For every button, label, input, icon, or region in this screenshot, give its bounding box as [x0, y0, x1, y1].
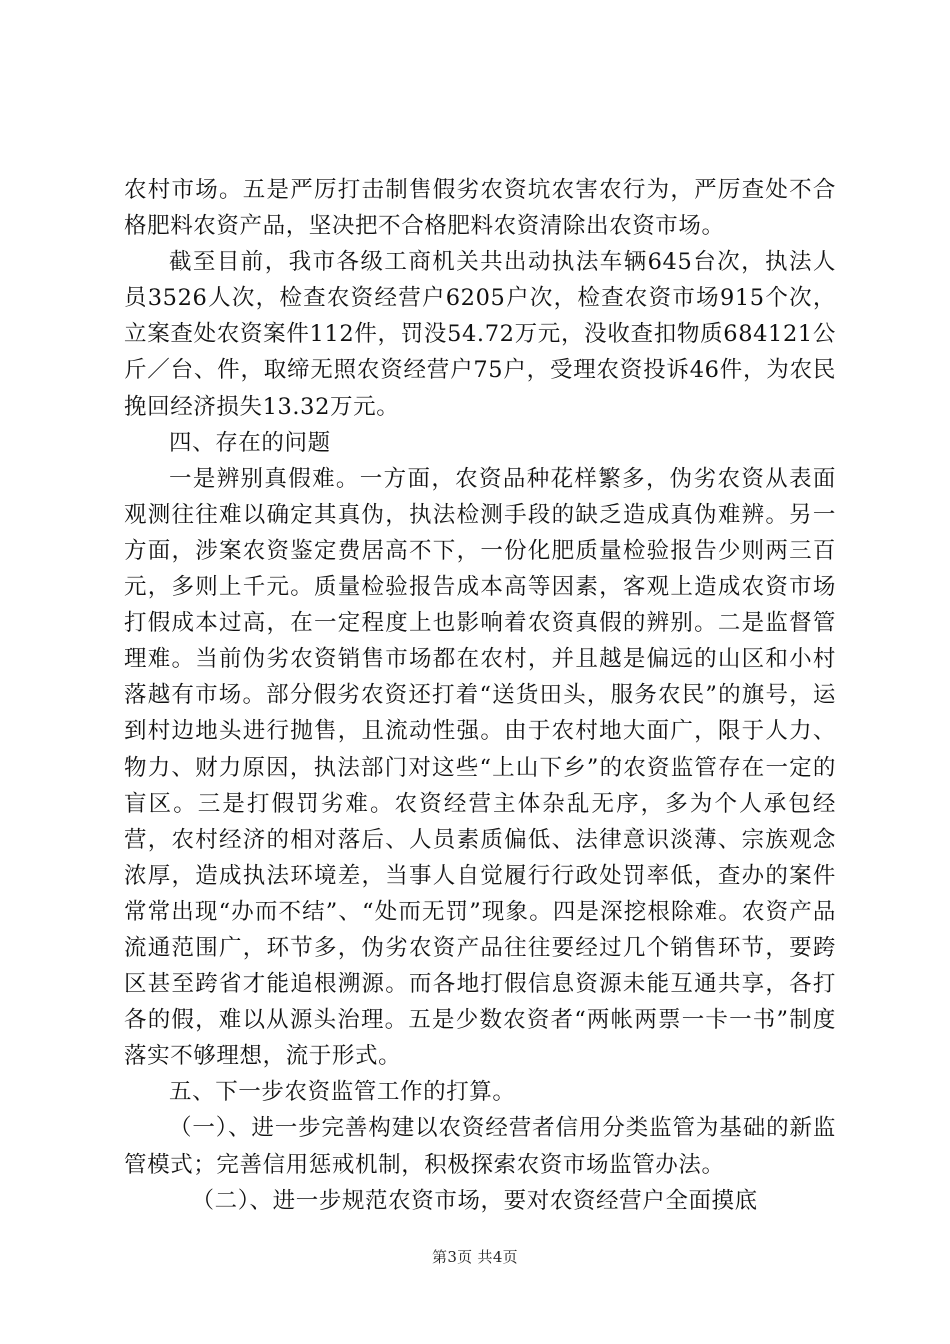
- paragraph-item-1: （一）、进一步完善构建以农资经营者信用分类监管为基础的新监管模式；完善信用惩戒机制，积极探索农资市场监管办法。: [124, 1115, 836, 1178]
- document-body: [124, 172, 836, 1219]
- page-number: 第3页 共4页: [432, 1248, 518, 1266]
- paragraph-statistics: 截至目前，我市各级工商机关共出动执法车辆645台次，执法人员3526人次，检查农资经营户6205户次，检查农资市场915个次，立案查处农资案件112件，罚没54.72万元，没收查扣物质684121公斤／台、件，取缔无照农资经营户75户，受理农资投诉46件，为农民挽回经济损失13.32万元。: [124, 249, 836, 420]
- paragraph-problems: 一是辨别真假难。一方面，农资品种花样繁多，伪劣农资从表面观测往往难以确定其真伪，执法检测手段的缺乏造成真伪难辨。另一方面，涉案农资鉴定费居高不下，一份化肥质量检验报告少则两三百元，多则上千元。质量检验报告成本高等因素，客观上造成农资市场打假成本过高，在一定程度上也影响着农资真假的辨别。二是监督管理难。当前伪劣农资销售市场都在农村，并且越是偏远的山区和小村落越有市场。部分假劣农资还打着“送货田头，服务农民”的旗号，运到村边地头进行抛售，且流动性强。由于农村地大面广，限于人力、物力、财力原因，执法部门对这些“上山下乡”的农资监管存在一定的盲区。三是打假罚劣难。农资经营主体杂乱无序，多为个人承包经营，农村经济的相对落后、人员素质偏低、法律意识淡薄、宗族观念浓厚，造成执法环境差，当事人自觉履行行政处罚率低，查办的案件常常出现“办而不结”、“处而无罚”现象。四是深挖根除难。农资产品流通范围广，环节多，伪劣农资产品往往要经过几个销售环节，要跨区甚至跨省才能追根溯源。而各地打假信息资源未能互通共享，各打各的假，难以从源头治理。五是少数农资者“两帐两票一卡一书”制度落实不够理想，流于形式。: [124, 465, 836, 1070]
- section-heading-next-steps: 五、下一步农资监管工作的打算。: [169, 1079, 516, 1106]
- section-heading-problems: 四、存在的问题: [169, 429, 331, 456]
- paragraph-continuation: 农村市场。五是严厉打击制售假劣农资坑农害农行为，严厉查处不合格肥料农资产品，坚决把不合格肥料农资清除出农资市场。: [124, 177, 836, 240]
- paragraph-item-2: （二）、进一步规范农资市场，要对农资经营户全面摸底: [191, 1187, 758, 1214]
